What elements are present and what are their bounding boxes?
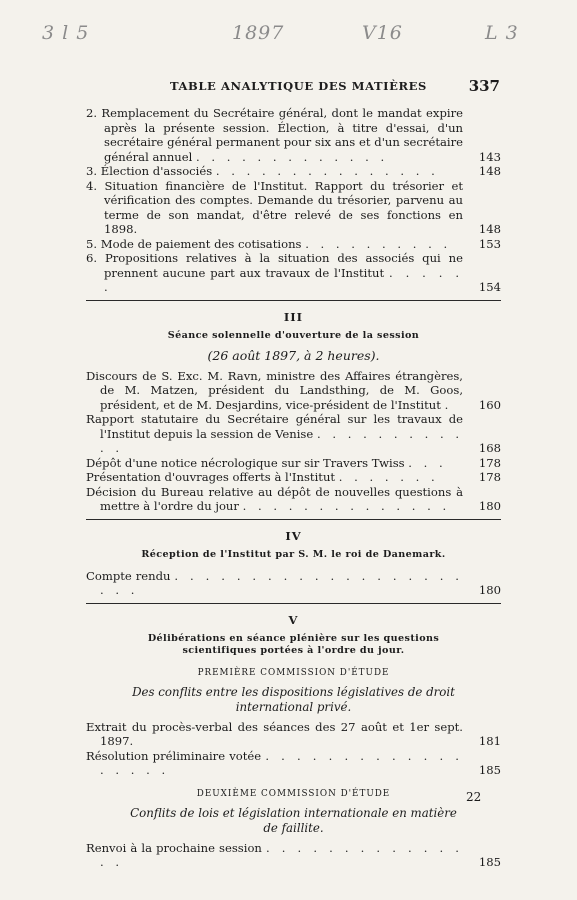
toc-entry-text: Compte rendu xyxy=(86,568,171,583)
toc-entry-page: 178 xyxy=(467,470,501,485)
toc-entry-page: 160 xyxy=(467,398,501,413)
section-number: III xyxy=(283,309,304,324)
toc-entry: Renvoi à la prochaine session . . . . . . . . . . . . . . . 185 xyxy=(86,840,501,869)
toc-entry-text: Dépôt d'une notice nécrologique sur sir Travers Twiss xyxy=(86,455,405,470)
toc-entry: 2. Remplacement du Secrétaire général, dont le mandat expire après la présente session. Élection, à titre d'essai, d'un secrétaire général permanent pour six ans et d'un secrétaire général annuel . . . . . . . . . . . . . 143 xyxy=(86,106,501,164)
toc-entry xyxy=(86,179,501,237)
handwritten-note-volume: V16 xyxy=(362,22,403,44)
toc-entry-page: 181 xyxy=(467,734,501,749)
toc-entry-page: 180 xyxy=(467,499,501,514)
toc-entry: 5. Mode de paiement des cotisations . . . . . . . . . . 153 xyxy=(86,236,501,251)
toc-entry xyxy=(86,720,501,749)
handwritten-note-year: 1897 xyxy=(232,22,285,44)
section-title: Réception de l'Institut par S. M. le roi de Danemark. xyxy=(141,548,446,560)
section-divider xyxy=(86,603,501,604)
toc-entry-text: 4. Situation financière de l'Institut. Rapport du trésorier et vérification des comptes. Demande du trésorier, parvenu au terme de son mandat, d'être relevé de ses fonctions en 1898. xyxy=(86,178,463,236)
section-title: Délibérations en séance plénière sur les questions scientifiques portées à l'ordre du jour. xyxy=(147,632,440,656)
toc-entry-page: 148 xyxy=(467,222,501,237)
toc-entry-page: 143 xyxy=(467,150,501,165)
toc-entry-page: 154 xyxy=(467,280,501,295)
toc-entry-page: 185 xyxy=(467,855,501,870)
toc-entry: Résolution préliminaire votée . . . . . . . . . . . . . . . . . . 185 xyxy=(86,748,501,777)
toc-entry-page: 153 xyxy=(467,237,501,252)
toc-entry-text: Rapport statutaire du Secrétaire général sur les travaux de l'Institut depuis la session de Venise xyxy=(86,412,463,441)
toc-entry-page: 180 xyxy=(467,583,501,598)
section-divider xyxy=(86,519,501,520)
toc-entry-text: Discours de S. Exc. M. Ravn, ministre des Affaires étrangères, de M. Matzen, président du Landsthing, de M. Goos, président, et de M. Desjardins, vice-président de l'Institut xyxy=(86,368,463,412)
toc-entry-text: Résolution préliminaire votée xyxy=(86,748,262,763)
toc-entry-page: 185 xyxy=(467,763,501,778)
toc-entry: Décision du Bureau relative au dépôt de nouvelles questions à mettre à l'ordre du jour . . . . . . . . . . . . . . 180 xyxy=(86,484,501,513)
toc-entry-page: 148 xyxy=(467,164,501,179)
running-head xyxy=(86,77,500,99)
section-number: V xyxy=(288,612,299,627)
toc-entry-text: 2. Remplacement du Secrétaire général, dont le mandat expire après la présente session. Élection, à titre d'essai, d'un secrétaire général permanent pour six ans et d'un secrétaire général annuel xyxy=(86,106,463,164)
section-date: (26 août 1897, à 2 heures). xyxy=(207,347,380,363)
toc-entry: Présentation d'ouvrages offerts à l'Institut . . . . . . . 178 xyxy=(86,470,501,484)
handwritten-note-right: L 3 xyxy=(485,22,519,44)
toc-entry: Compte rendu . . . . . . . . . . . . . . . . . . . . . . 180 xyxy=(86,568,501,597)
toc-entry-page: 168 xyxy=(467,441,501,456)
toc-entry-text: Renvoi à la prochaine session xyxy=(86,840,262,855)
toc-entry: Dépôt d'une notice nécrologique sur sir Travers Twiss . . . 178 xyxy=(86,455,501,470)
toc-entry-text: 6. Propositions relatives à la situation des associés qui ne prennent aucune part aux travaux de l'Institut xyxy=(86,251,463,280)
commission-subject: Des conflits entre les dispositions législatives de droit international privé. xyxy=(132,684,455,714)
toc-entry: Rapport statutaire du Secrétaire général sur les travaux de l'Institut depuis la session de Venise . . . . . . . . . . . . 168 xyxy=(86,412,501,455)
commission-label: DEUXIÈME COMMISSION D'ÉTUDE xyxy=(196,788,391,799)
toc-entry-text: 3. Élection d'associés xyxy=(86,164,213,178)
toc-entry-text: Présentation d'ouvrages offerts à l'Institut xyxy=(86,470,336,484)
toc-entry: 6. Propositions relatives à la situation des associés qui ne prennent aucune part aux travaux de l'Institut . . . . . . 154 xyxy=(86,251,501,294)
running-head-title: TABLE ANALYTIQUE DES MATIÈRES xyxy=(170,79,427,93)
commission-label: PREMIÈRE COMMISSION D'ÉTUDE xyxy=(197,667,390,678)
section-title: Séance solennelle d'ouverture de la session xyxy=(167,329,420,341)
toc-entry: 3. Élection d'associés . . . . . . . . . . . . . . . 148 xyxy=(86,164,501,178)
toc-entry: Discours de S. Exc. M. Ravn, ministre des Affaires étrangères, de M. Matzen, président du Landsthing, de M. Goos, président, et de M. Desjardins, vice-président de l'Institut . 160 xyxy=(86,368,501,412)
toc-entry-text: Décision du Bureau relative au dépôt de nouvelles questions à mettre à l'ordre du jour xyxy=(86,484,463,513)
toc-entry-page: 178 xyxy=(467,456,501,471)
toc-body xyxy=(86,106,501,870)
handwritten-note-left: 3 l 5 xyxy=(42,22,90,44)
page-number: 337 xyxy=(468,77,500,95)
section-divider xyxy=(86,300,501,301)
toc-entry-text: 5. Mode de paiement des cotisations xyxy=(86,236,302,251)
section-number: IV xyxy=(285,528,302,543)
commission-subject: Conflits de lois et législation internationale en matière de faillite. xyxy=(130,805,457,835)
toc-entry-text: Extrait du procès-verbal des séances des 27 août et 1er sept. 1897. xyxy=(86,719,463,748)
footer-signature: 22 xyxy=(466,790,482,804)
